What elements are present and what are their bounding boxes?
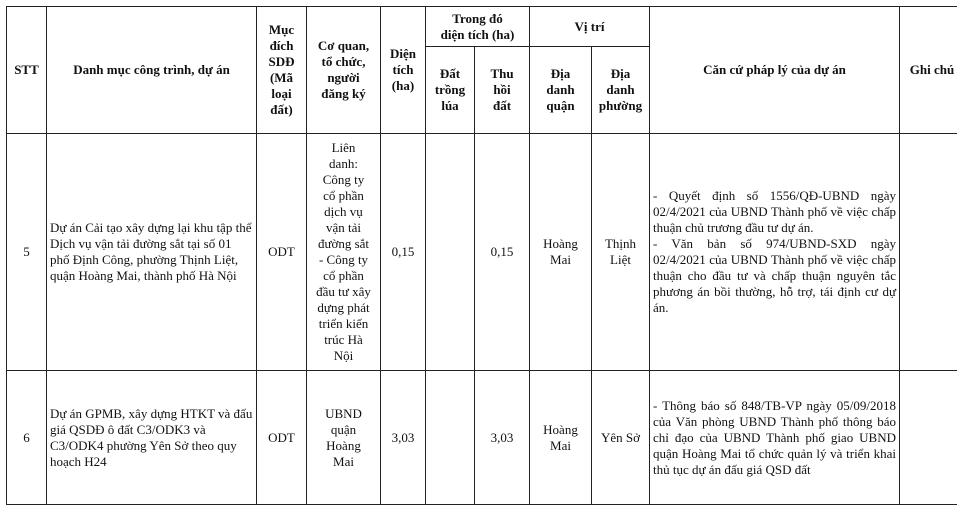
header-agency: Cơ quan, tổ chức, người đăng ký [307,7,381,134]
header-purpose: Mục đích SDĐ (Mã loại đất) [257,7,307,134]
header-ward: Địa danh phường [592,47,650,134]
header-district: Địa danh quận [530,47,592,134]
header-area: Diện tích (ha) [381,7,426,134]
row-area: 0,15 [381,134,426,371]
row-stt: 6 [7,371,47,505]
header-legal-basis: Căn cứ pháp lý của dự án [650,7,900,134]
header-stt: STT [7,7,47,134]
row-agency: UBND quận Hoàng Mai [307,371,381,505]
row-purpose: ODT [257,371,307,505]
row-legal-basis: - Thông báo số 848/TB-VP ngày 05/09/2018 của Văn phòng UBND Thành phố thông báo chỉ đạo của UBND Thành phố giao UBND quận Hoàng Mai tổ chức quản lý và triển khai thủ tục dự án đấu giá QSD đất [650,371,900,505]
header-row-1 [7,7,957,47]
land-use-table [6,6,957,505]
row-stt: 5 [7,134,47,371]
header-location: Vị trí [530,7,650,47]
row-agency: Liên danh: Công ty cổ phần dịch vụ vận tải đường sắt - Công ty cổ phần đầu tư xây dựng phát triển kiến trúc Hà Nội [307,134,381,371]
row-area: 3,03 [381,371,426,505]
row-recovered: 0,15 [475,134,530,371]
row-note [900,371,957,505]
table-row [7,134,957,371]
row-rice-land [426,134,475,371]
row-district: Hoàng Mai [530,134,592,371]
row-note [900,134,957,371]
header-rice-land: Đất trồng lúa [426,47,475,134]
row-project: Dự án Cải tạo xây dựng lại khu tập thể Dịch vụ vận tải đường sắt tại số 01 phố Định Công, phường Thịnh Liệt, quận Hoàng Mai, thành phố Hà Nội [47,134,257,371]
row-legal-basis: - Quyết định số 1556/QĐ-UBND ngày 02/4/2021 của UBND Thành phố về việc chấp thuận chủ trương đầu tư dự án. - Văn bản số 974/UBND-SXD ngày 02/4/2021 của UBND Thành phố về việc chấp thuận cho đầu tư và chấp thuận nguyên tắc phương án bồi thường, hỗ trợ, tái định cư dự án. [650,134,900,371]
row-project: Dự án GPMB, xây dựng HTKT và đấu giá QSDĐ ô đất C3/ODK3 và C3/ODK4 phường Yên Sở theo quy hoạch H24 [47,371,257,505]
row-ward: Yên Sở [592,371,650,505]
header-recovered: Thu hồi đất [475,47,530,134]
row-rice-land [426,371,475,505]
header-of-which: Trong đó diện tích (ha) [426,7,530,47]
row-ward: Thịnh Liệt [592,134,650,371]
table-row [7,371,957,505]
header-project: Danh mục công trình, dự án [47,7,257,134]
row-district: Hoàng Mai [530,371,592,505]
row-recovered: 3,03 [475,371,530,505]
header-note: Ghi chú [900,7,957,134]
row-purpose: ODT [257,134,307,371]
